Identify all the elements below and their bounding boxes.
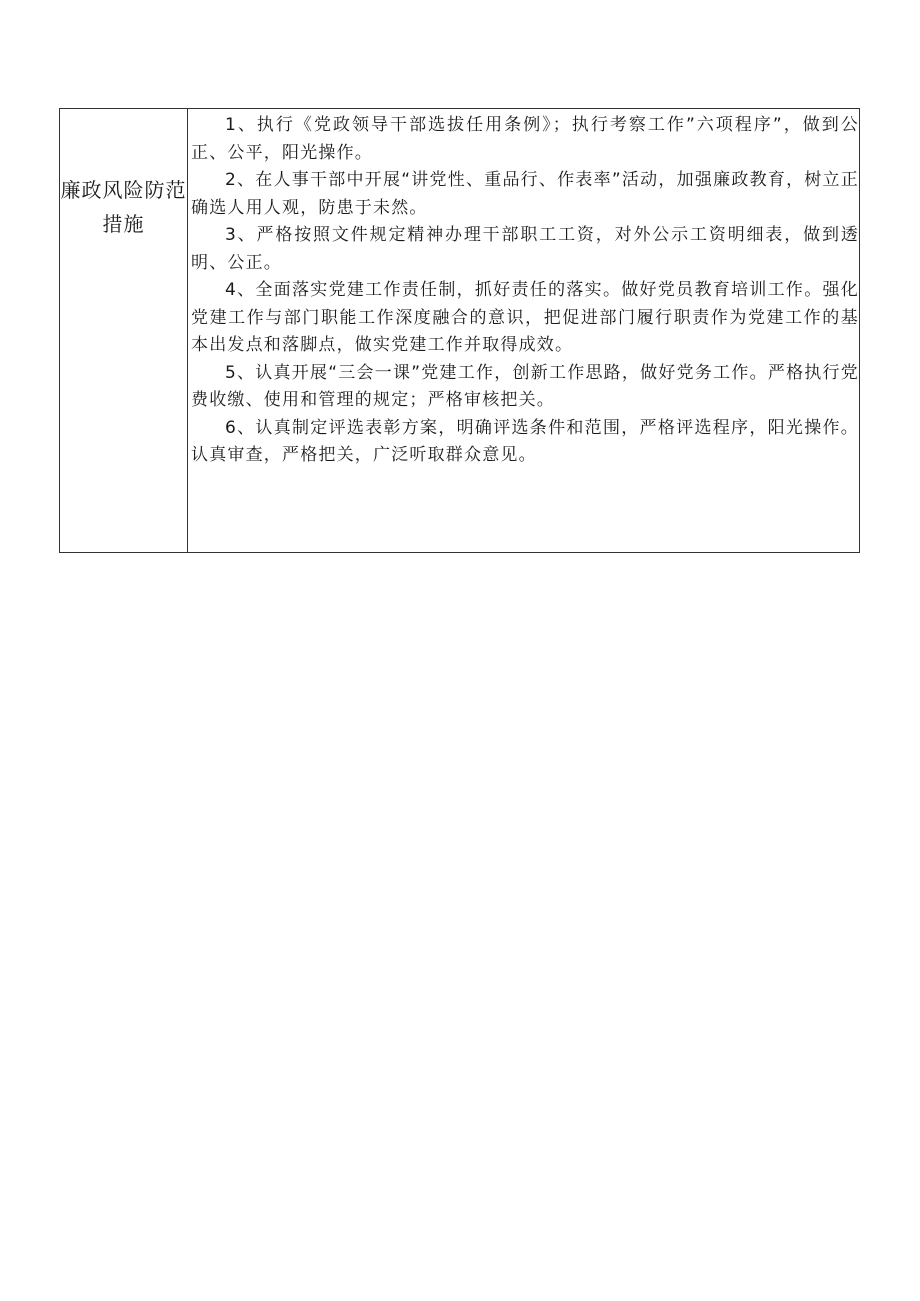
measure-paragraph-5: 5、认真开展“三会一课”党建工作，创新工作思路，做好党务工作。严格执行党费收缴、使用和管理的规定；严格审核把关。	[191, 362, 859, 410]
measure-paragraph-3: 3、严格按照文件规定精神办理干部职工工资，对外公示工资明细表，做到透明、公正。	[191, 225, 859, 273]
measures-table	[59, 108, 860, 553]
table-label: 廉政风险防范措施	[60, 178, 187, 236]
table-content-cell	[188, 109, 859, 552]
measure-paragraph-2: 2、在人事干部中开展“讲党性、重品行、作表率”活动，加强廉政教育，树立正确选人用人观，防患于未然。	[191, 170, 859, 218]
table-label-cell	[60, 109, 188, 552]
measure-paragraph-6: 6、认真制定评选表彰方案，明确评选条件和范围，严格评选程序，阳光操作。认真审查，严格把关，广泛听取群众意见。	[191, 417, 859, 465]
measure-paragraph-1: 1、执行《党政领导干部选拔任用条例》；执行考察工作”六项程序”，做到公正、公平，阳光操作。	[191, 115, 859, 163]
measure-paragraph-4: 4、全面落实党建工作责任制，抓好责任的落实。做好党员教育培训工作。强化党建工作与部门职能工作深度融合的意识，把促进部门履行职责作为党建工作的基本出发点和落脚点，做实党建工作并取得成效。	[191, 280, 859, 355]
